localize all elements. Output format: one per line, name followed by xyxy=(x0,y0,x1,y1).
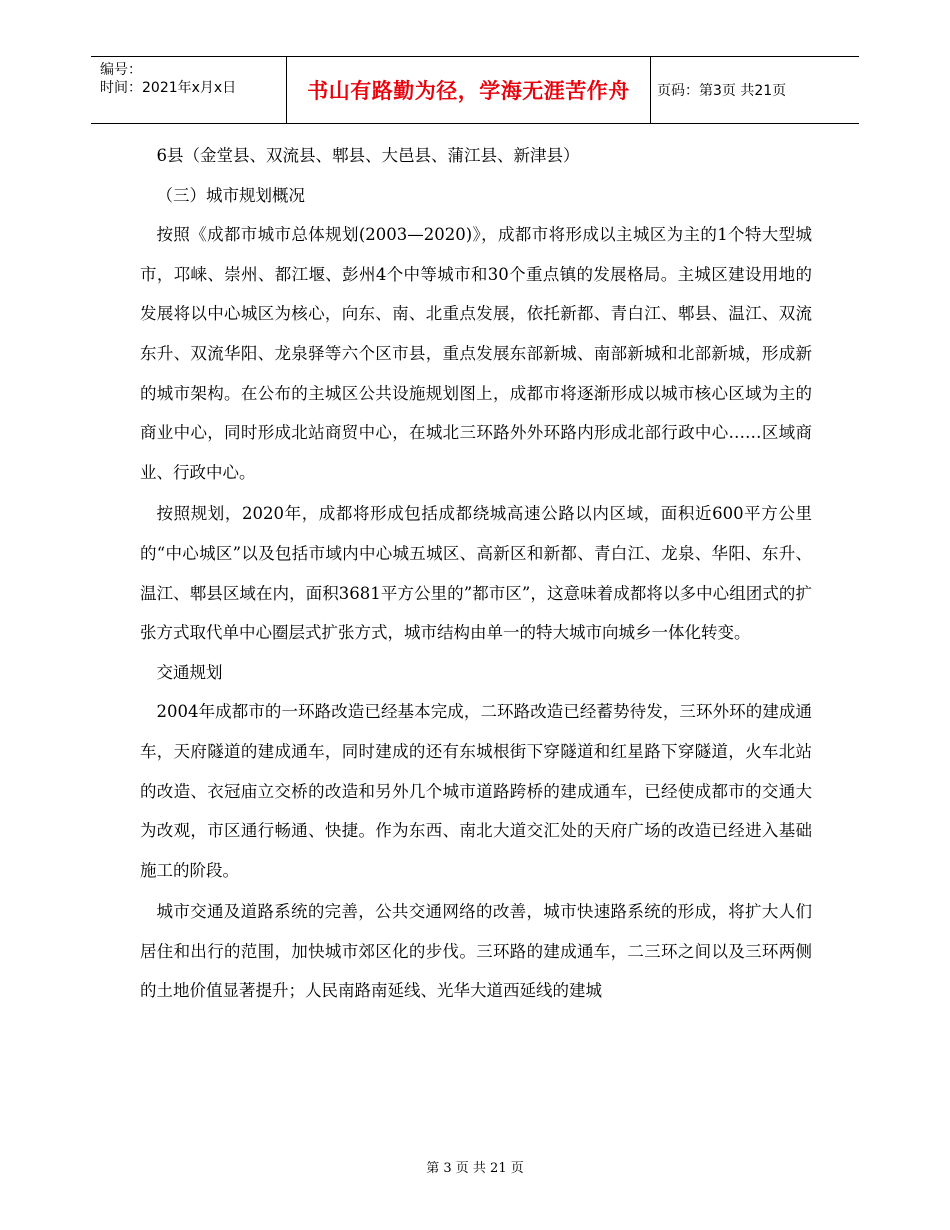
section-heading-city-planning: （三）城市规划概况 xyxy=(156,185,305,205)
header-motto-cell xyxy=(286,57,651,123)
paragraph-counties: 6县（金堂县、双流县、郫县、大邑县、蒲江县、新津县） xyxy=(156,146,580,165)
section-heading-traffic: 交通规划 xyxy=(156,662,223,682)
paragraph-traffic-2004: 2004年成都市的一环路改造已经基本完成，二环路改造已经蓄势待发，三环外环的建成通车，天府隧道的建成通车，同时建成的还有东城根街下穿隧道和红星路下穿隧道，火车北站的改造、衣冠庙立交桥的改造和另外几个城市道路跨桥的建成通车，已经使成都市的交通大为改观，市区通行畅通、快捷。作为东西、南北大道交汇处的天府广场的改造已经进入基础施工的阶段。 xyxy=(140,702,812,880)
document-body xyxy=(140,136,812,1011)
document-number-label: 编号： xyxy=(100,62,142,78)
paragraph-2020-plan: 按照规划，2020年，成都将形成包括成都绕城高速公路以内区域，面积近600平方公里的“中心城区”以及包括市域内中心城五城区、高新区和新都、青白江、龙泉、华阳、东升、温江、郫县区域在内，面积3681平方公里的”都市区”，这意味着成都将以多中心组团式的扩张方式取代单中心圈层式扩张方式，城市结构由单一的特大城市向城乡一体化转变。 xyxy=(140,504,812,643)
paragraph-master-plan: 按照《成都市城市总体规划(2003—2020)》，成都市将形成以主城区为主的1个特大型城市，邛崃、崇州、都江堰、彭州4个中等城市和30个重点镇的发展格局。主城区建设用地的发展将以中心城区为核心，向东、南、北重点发展，依托新都、青白江、郫县、温江、双流东升、双流华阳、龙泉驿等六个区市县，重点发展东部新城、南部新城和北部新城，形成新的城市架构。在公布的主城区公共设施规划图上，成都市将逐渐形成以城市核心区域为主的商业中心，同时形成北站商贸中心，在城北三环路外外环路内形成北部行政中心……区域商业、行政中心。 xyxy=(140,225,812,482)
document-time-label: 时间：2021年x月x日 xyxy=(100,80,237,96)
page-footer: 第 3 页 共 21 页 xyxy=(426,1161,524,1176)
paragraph-traffic-system: 城市交通及道路系统的完善，公共交通网络的改善，城市快速路系统的形成，将扩大人们居住和出行的范围，加快城市郊区化的步伐。三环路的建成通车，二三环之间以及三环两侧的土地价值显著提升；人民南路南延线、光华大道西延线的建城 xyxy=(140,902,812,1001)
header-page-info: 页码：第3页 共21页 xyxy=(657,83,787,99)
page-header xyxy=(91,56,859,124)
header-meta xyxy=(100,61,280,97)
header-motto: 书山有路勤为径，学海无涯苦作舟 xyxy=(307,79,630,103)
